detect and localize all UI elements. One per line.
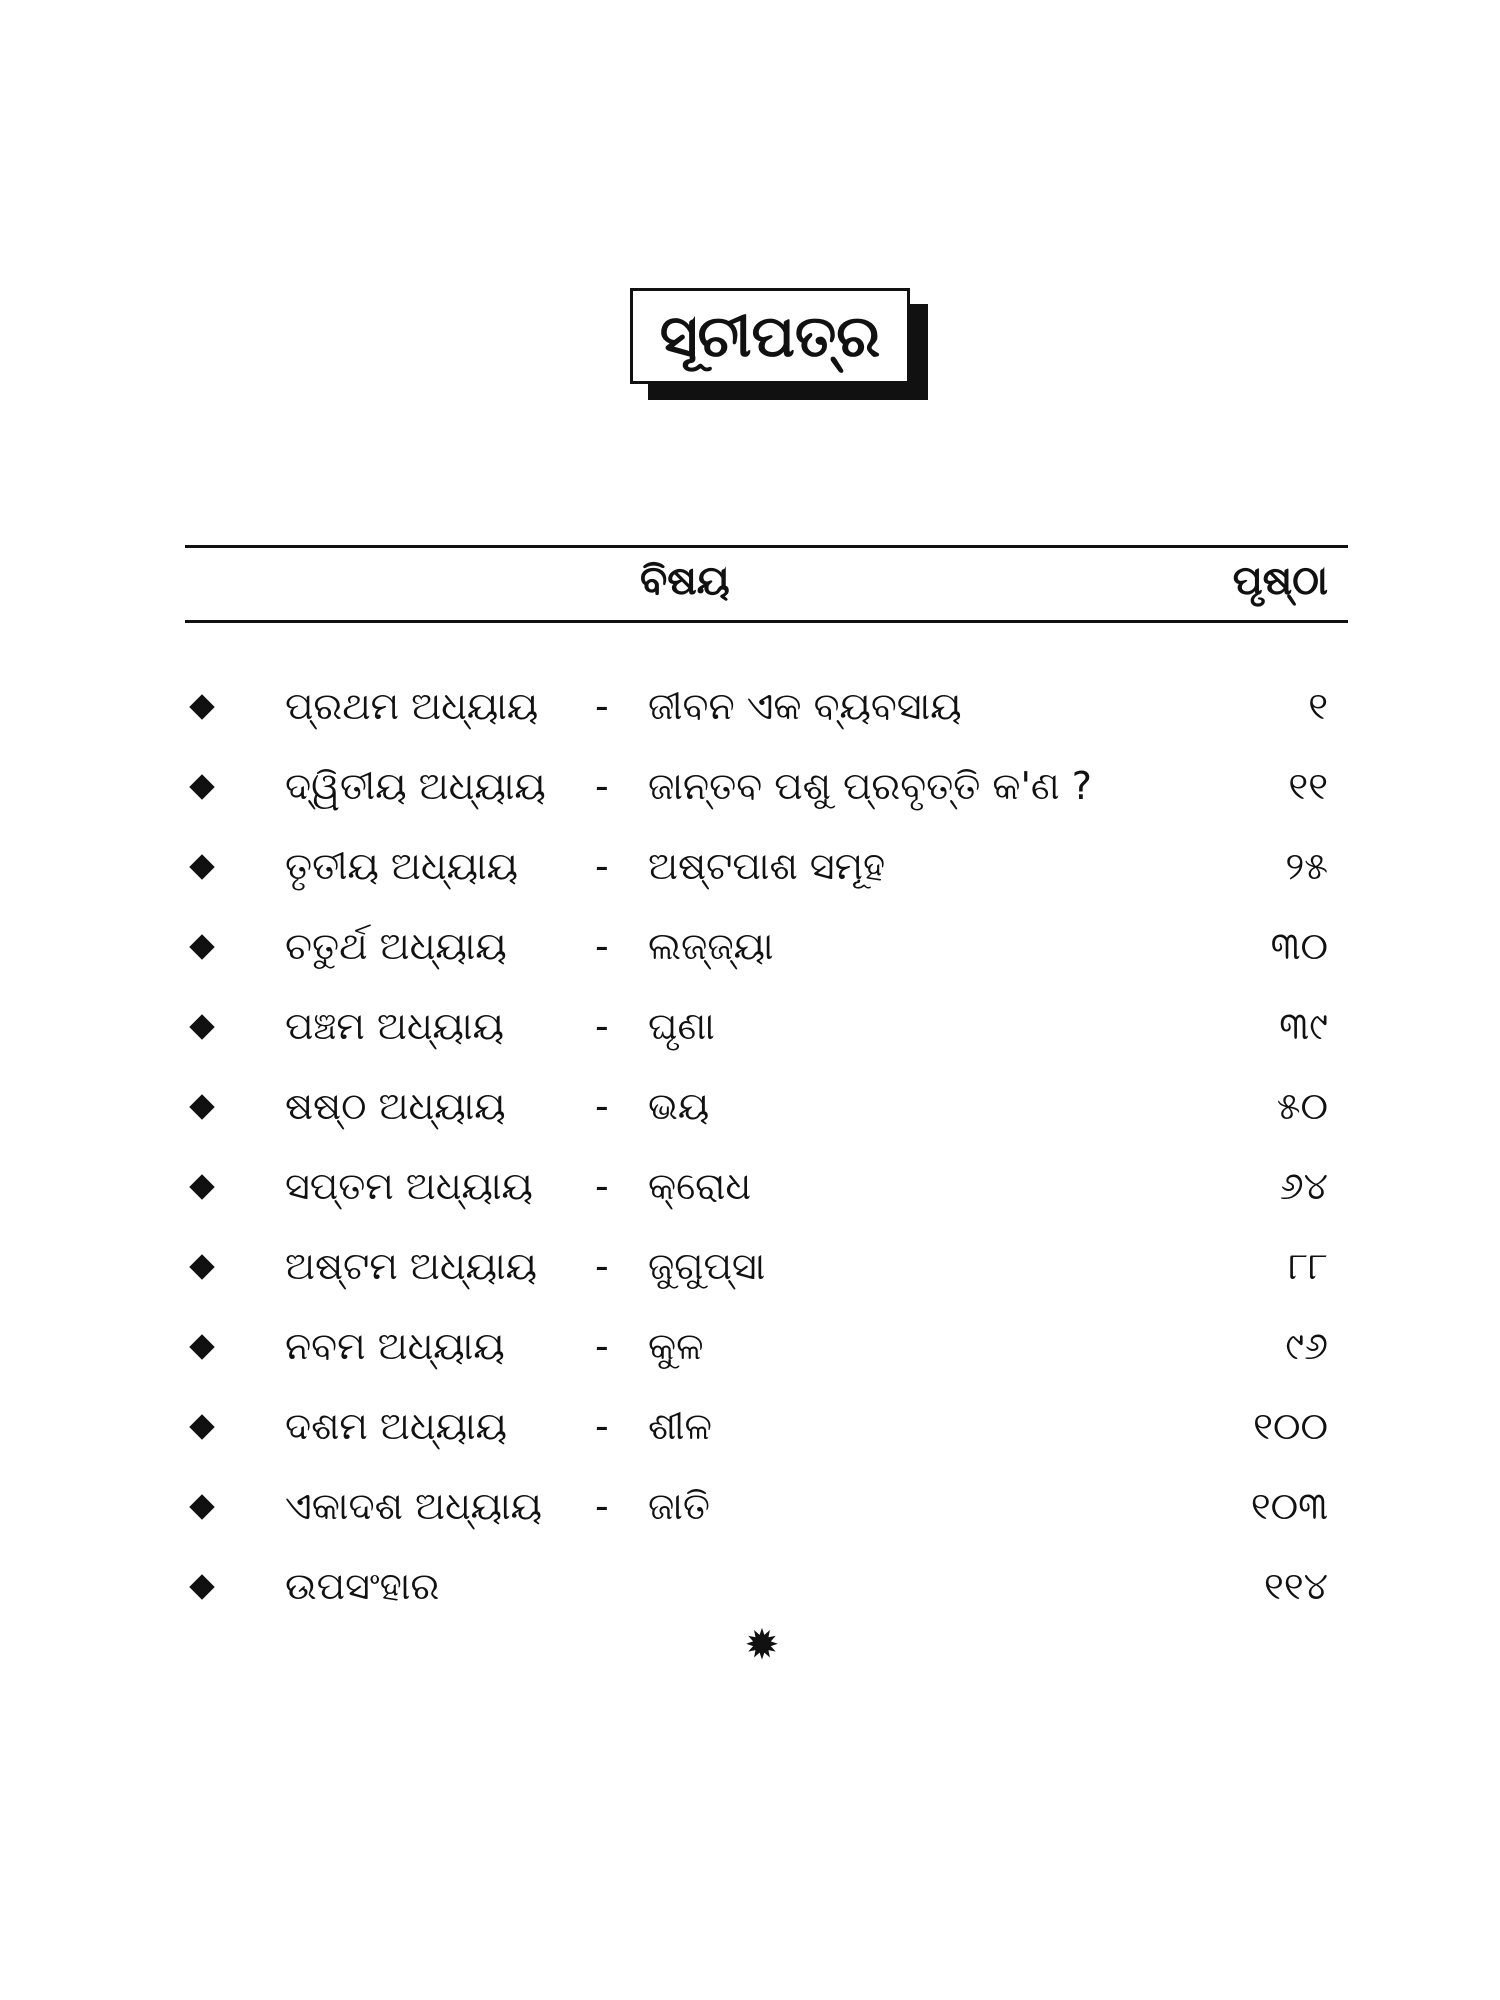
page-number: ୫୦	[1276, 1084, 1328, 1128]
topic-label: ଲଜ୍ଜ୍ୟା	[648, 924, 774, 968]
page-number: ୩୯	[1279, 1004, 1328, 1048]
toc-row	[0, 1070, 1500, 1150]
topic-label: କୁଳ	[648, 1324, 704, 1368]
separator-dash: -	[595, 924, 609, 968]
chapter-label: ପଞ୍ଚମ ଅଧ୍ୟାୟ	[285, 1004, 504, 1048]
topic-label: ଜାତି	[648, 1484, 711, 1528]
page-number: ୩୦	[1270, 924, 1328, 968]
separator-dash: -	[595, 1084, 609, 1128]
column-header-subject: ବିଷୟ	[640, 558, 730, 604]
page-number: ୧୦୦	[1253, 1404, 1328, 1448]
column-header-page: ପୃଷ୍ଠା	[1232, 558, 1328, 604]
toc-row	[0, 1310, 1500, 1390]
toc-row	[0, 1550, 1500, 1630]
page-number: ୬୪	[1279, 1164, 1328, 1208]
page-number: ୧	[1308, 684, 1328, 728]
header-bottom-rule	[185, 620, 1348, 623]
diamond-bullet-icon	[189, 1094, 214, 1119]
topic-label: ଘୃଣା	[648, 1004, 715, 1048]
topic-label: ଜୁଗୁପ୍ସା	[648, 1244, 766, 1288]
chapter-label: ଉପସଂହାର	[285, 1564, 440, 1608]
toc-row	[0, 670, 1500, 750]
page-number: ୯୬	[1285, 1324, 1328, 1368]
diamond-bullet-icon	[189, 1334, 214, 1359]
chapter-label: ଦଶମ ଅଧ୍ୟାୟ	[285, 1404, 507, 1448]
chapter-label: ନବମ ଅଧ୍ୟାୟ	[285, 1324, 505, 1368]
chapter-label: ଷଷ୍ଠ ଅଧ୍ୟାୟ	[285, 1084, 506, 1128]
diamond-bullet-icon	[189, 774, 214, 799]
chapter-label: ପ୍ରଥମ ଅଧ୍ୟାୟ	[285, 684, 539, 728]
diamond-bullet-icon	[189, 854, 214, 879]
page-title: ସୂଚୀପତ୍ର	[630, 288, 910, 384]
page-number: ୧୦୩	[1250, 1484, 1328, 1528]
diamond-bullet-icon	[189, 934, 214, 959]
chapter-label: ସପ୍ତମ ଅଧ୍ୟାୟ	[285, 1164, 533, 1208]
toc-row	[0, 1470, 1500, 1550]
chapter-label: ଚତୁର୍ଥ ଅଧ୍ୟାୟ	[285, 924, 507, 968]
page-number: ୧୧	[1288, 764, 1328, 808]
diamond-bullet-icon	[189, 1494, 214, 1519]
chapter-label: ତୃତୀୟ ଅଧ୍ୟାୟ	[285, 844, 518, 888]
table-of-contents	[0, 670, 1500, 1630]
separator-dash: -	[595, 844, 609, 888]
diamond-bullet-icon	[189, 1254, 214, 1279]
diamond-bullet-icon	[189, 1574, 214, 1599]
toc-row	[0, 990, 1500, 1070]
chapter-label: ଦ୍ୱିତୀୟ ଅଧ୍ୟାୟ	[285, 764, 546, 808]
diamond-bullet-icon	[189, 1414, 214, 1439]
header-top-rule	[185, 545, 1348, 548]
topic-label: ଅଷ୍ଟପାଶ ସମୂହ	[648, 844, 886, 888]
topic-label: ଜୀବନ ଏକ ବ୍ୟବସାୟ	[648, 684, 962, 728]
page-number: ୮୮	[1288, 1244, 1328, 1288]
topic-label: ଶୀଳ	[648, 1404, 712, 1448]
separator-dash: -	[595, 684, 609, 728]
diamond-bullet-icon	[189, 1014, 214, 1039]
topic-label: ଜାନ୍ତବ ପଶୁ ପ୍ରବୃତ୍ତି କ'ଣ ?	[648, 764, 1092, 808]
page-number: ୧୧୪	[1264, 1564, 1328, 1608]
toc-row	[0, 750, 1500, 830]
separator-dash: -	[595, 764, 609, 808]
toc-row	[0, 1150, 1500, 1230]
toc-row	[0, 1390, 1500, 1470]
separator-dash: -	[595, 1484, 609, 1528]
toc-row	[0, 1230, 1500, 1310]
title-block	[630, 288, 910, 384]
separator-dash: -	[595, 1244, 609, 1288]
toc-row	[0, 830, 1500, 910]
diamond-bullet-icon	[189, 694, 214, 719]
chapter-label: ଅଷ୍ଟମ ଅଧ୍ୟାୟ	[285, 1244, 537, 1288]
page-number: ୨୫	[1285, 844, 1328, 888]
diamond-bullet-icon	[189, 1174, 214, 1199]
toc-row	[0, 910, 1500, 990]
separator-dash: -	[595, 1404, 609, 1448]
separator-dash: -	[595, 1324, 609, 1368]
topic-label: କ୍ରୋଧ	[648, 1164, 752, 1208]
separator-dash: -	[595, 1164, 609, 1208]
star-burst-icon: ✹	[744, 1620, 780, 1669]
separator-dash: -	[595, 1004, 609, 1048]
topic-label: ଭୟ	[648, 1084, 710, 1128]
chapter-label: ଏକାଦଶ ଅଧ୍ୟାୟ	[285, 1484, 543, 1528]
